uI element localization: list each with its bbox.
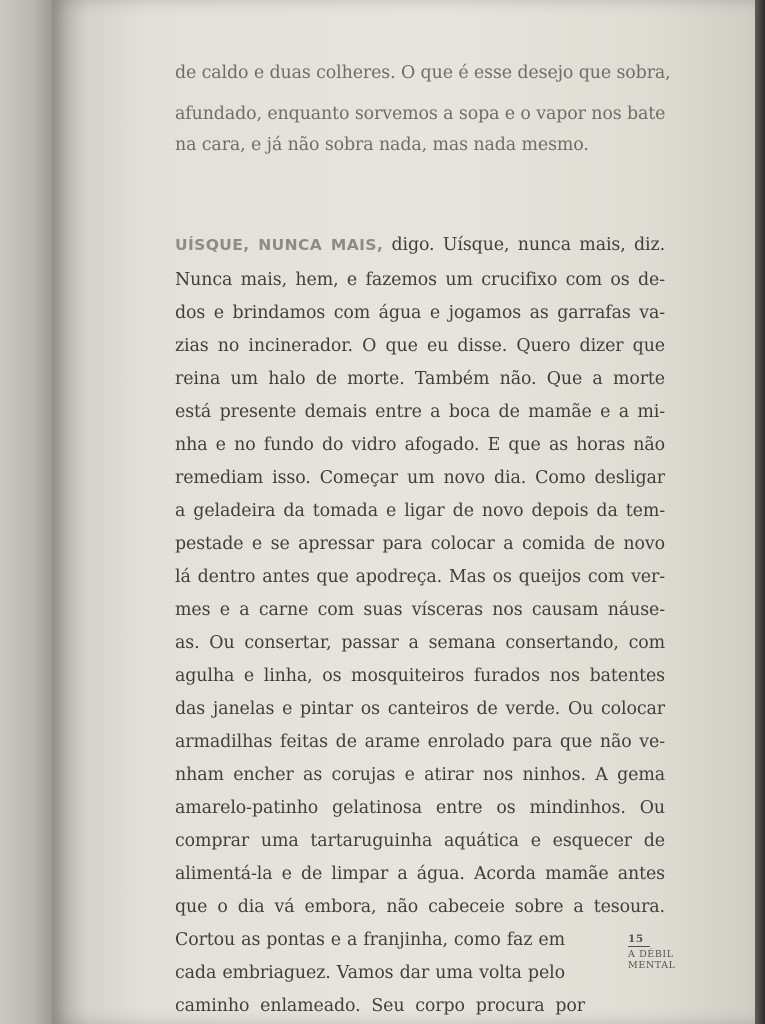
text-line: armadilhas feitas de arame enrolado para que não ve-: [175, 732, 665, 752]
text-line: lá dentro antes que apodreça. Mas os queijos com ver-: [175, 567, 665, 587]
text-line: as. Ou consertar, passar a semana consertando, com: [175, 633, 665, 653]
folio-rule: [628, 946, 650, 947]
section-opening-line: [175, 230, 665, 261]
text-line: nha e no fundo do vidro afogado. E que as horas não: [175, 435, 665, 455]
text-line: a geladeira da tomada e ligar de novo depois da tem-: [175, 501, 665, 521]
text-line: agulha e linha, os mosquiteiros furados nos batentes: [175, 666, 665, 686]
text-line: pestade e se apressar para colocar a comida de novo: [175, 534, 665, 554]
text-line: Nunca mais, hem, e fazemos um crucifixo com os de-: [175, 270, 665, 290]
text-line: zias no incinerador. O que eu disse. Quero dizer que: [175, 336, 665, 356]
text-line: que o dia vá embora, não cabeceie sobre a tesoura.: [175, 897, 665, 917]
text-line: cada embriaguez. Vamos dar uma volta pelo: [175, 963, 565, 983]
page-edge-shadow: [755, 0, 765, 1024]
text-line: afundado, enquanto sorvemos a sopa e o vapor nos bate: [175, 104, 666, 124]
text-line: comprar uma tartaruguinha aquática e esquecer de: [175, 831, 665, 851]
text-line: caminho enlameado. Seu corpo procura por: [175, 996, 585, 1016]
section-lead-rest: digo. Uísque, nunca mais, diz.: [383, 235, 665, 255]
text-line: na cara, e já não sobra nada, mas nada mesmo.: [175, 135, 589, 155]
folio: [628, 934, 676, 971]
section-lead-caps: UÍSQUE, NUNCA MAIS,: [175, 236, 384, 254]
text-line: remediam isso. Começar um novo dia. Como desligar: [175, 468, 665, 488]
text-line: amarelo-patinho gelatinosa entre os mindinhos. Ou: [175, 798, 665, 818]
text-line: de caldo e duas colheres. O que é esse desejo que sobra,: [175, 63, 671, 83]
page-number: 15: [628, 933, 644, 945]
text-line: Cortou as pontas e a franjinha, como faz em: [175, 930, 565, 950]
running-title: MENTAL: [628, 960, 676, 971]
text-line: das janelas e pintar os canteiros de verde. Ou colocar: [175, 699, 665, 719]
running-title: A DÉBIL: [628, 949, 674, 960]
text-line: alimentá-la e de limpar a água. Acorda mamãe antes: [175, 864, 665, 884]
text-line: está presente demais entre a boca de mamãe e a mi-: [175, 402, 665, 422]
text-line: nham encher as corujas e atirar nos ninhos. A gema: [175, 765, 665, 785]
text-line: reina um halo de morte. Também não. Que a morte: [175, 369, 665, 389]
text-line: mes e a carne com suas vísceras nos causam náuse-: [175, 600, 665, 620]
facing-page-edge: [0, 0, 60, 1024]
text-line: dos e brindamos com água e jogamos as garrafas va-: [175, 303, 665, 323]
